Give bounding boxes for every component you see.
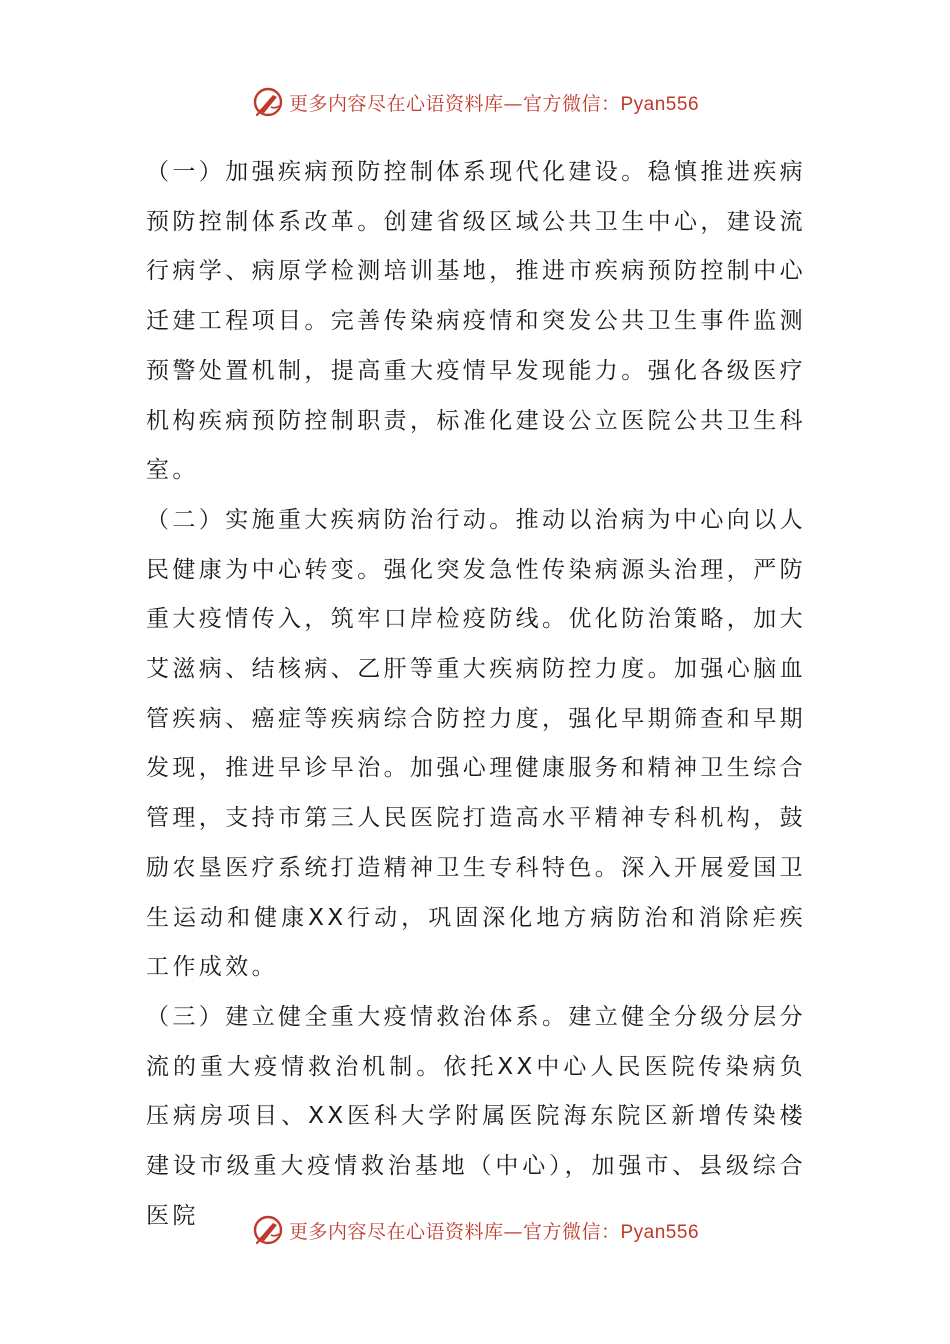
watermark-handle: Pyan556 [620, 93, 700, 115]
watermark-handle: Pyan556 [620, 1221, 700, 1243]
watermark-banner-top [0, 82, 950, 122]
document-body [146, 148, 806, 1241]
watermark-text: 更多内容尽在心语资料库—官方微信：Pyan556 [288, 1220, 700, 1243]
pen-logo-icon [251, 85, 285, 119]
pen-logo-icon [251, 1213, 285, 1247]
watermark-banner-bottom [0, 1210, 950, 1250]
watermark-text: 更多内容尽在心语资料库—官方微信：Pyan556 [288, 92, 700, 115]
paragraph-3: （三）建立健全重大疫情救治体系。建立健全分级分层分流的重大疫情救治机制。依托XX中心人民医院传染病负压病房项目、XX医科大学附属医院海东院区新增传染楼建设市级重大疫情救治基地（中心），加强市、县级综合医院 [146, 1003, 806, 1229]
paragraph-1: （一）加强疾病预防控制体系现代化建设。稳慎推进疾病预防控制体系改革。创建省级区域公共卫生中心，建设流行病学、病原学检测培训基地，推进市疾病预防控制中心迁建工程项目。完善传染病疫情和突发公共卫生事件监测预警处置机制，提高重大疫情早发现能力。强化各级医疗机构疾病预防控制职责，标准化建设公立医院公共卫生科室。 [146, 159, 806, 484]
paragraph-2: （二）实施重大疾病防治行动。推动以治病为中心向以人民健康为中心转变。强化突发急性传染病源头治理，严防重大疫情传入，筑牢口岸检疫防线。优化防治策略，加大艾滋病、结核病、乙肝等重大疾病防控力度。加强心脑血管疾病、癌症等疾病综合防控力度，强化早期筛查和早期发现，推进早诊早治。加强心理健康服务和精神卫生综合管理，支持市第三人民医院打造高水平精神专科机构，鼓励农垦医疗系统打造精神卫生专科特色。深入开展爱国卫生运动和健康XX行动，巩固深化地方病防治和消除疟疾工作成效。 [146, 506, 806, 981]
